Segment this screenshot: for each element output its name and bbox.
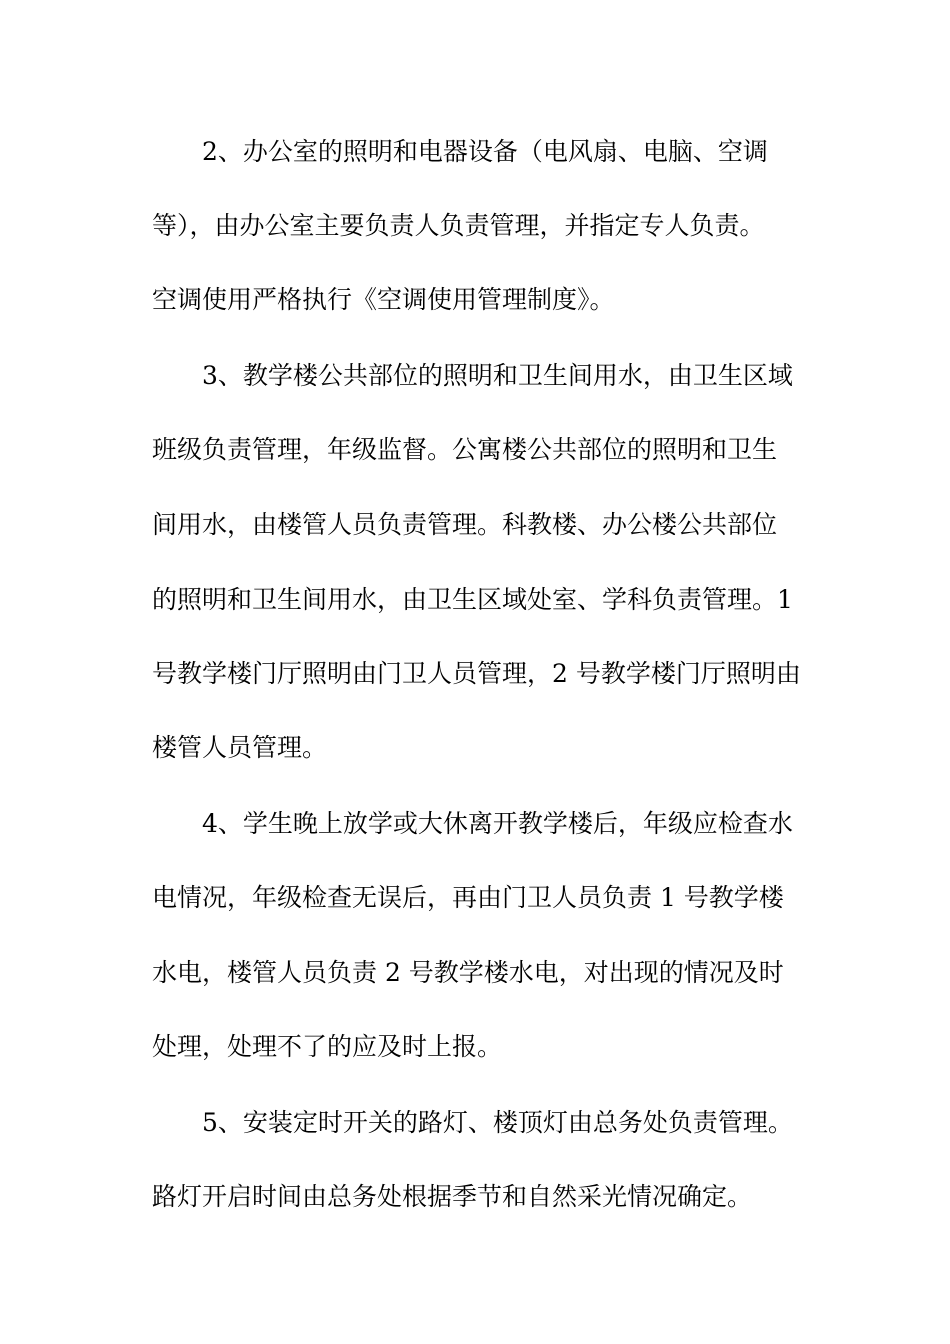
text-line: 空调使用严格执行《空调使用管理制度》。	[152, 285, 615, 314]
text-line: 班级负责管理，年级监督。公寓楼公共部位的照明和卫生	[152, 435, 778, 464]
text-line: 电情况，年级检查无误后，再由门卫人员负责 1 号教学楼	[152, 883, 784, 912]
text-line: 5、安装定时开关的路灯、楼顶灯由总务处负责管理。	[202, 1108, 793, 1137]
text-line: 的照明和卫生间用水，由卫生区域处室、学科负责管理。1	[152, 585, 793, 614]
text-line: 号教学楼门厅照明由门卫人员管理，2 号教学楼门厅照明由	[152, 659, 801, 688]
text-line: 路灯开启时间由总务处根据季节和自然采光情况确定。	[152, 1182, 753, 1211]
text-line: 3、教学楼公共部位的照明和卫生间用水，由卫生区域	[202, 361, 793, 390]
text-line: 等），由办公室主要负责人负责管理，并指定专人负责。	[152, 211, 765, 240]
text-line: 处理，处理不了的应及时上报。	[152, 1032, 503, 1061]
text-line: 4、学生晚上放学或大休离开教学楼后，年级应检查水	[202, 809, 793, 838]
text-line: 间用水，由楼管人员负责管理。科教楼、办公楼公共部位	[152, 510, 778, 539]
text-line: 水电，楼管人员负责 2 号教学楼水电，对出现的情况及时	[152, 958, 784, 987]
text-line: 楼管人员管理。	[152, 733, 328, 762]
text-line: 2、办公室的照明和电器设备（电风扇、电脑、空调	[202, 137, 768, 166]
